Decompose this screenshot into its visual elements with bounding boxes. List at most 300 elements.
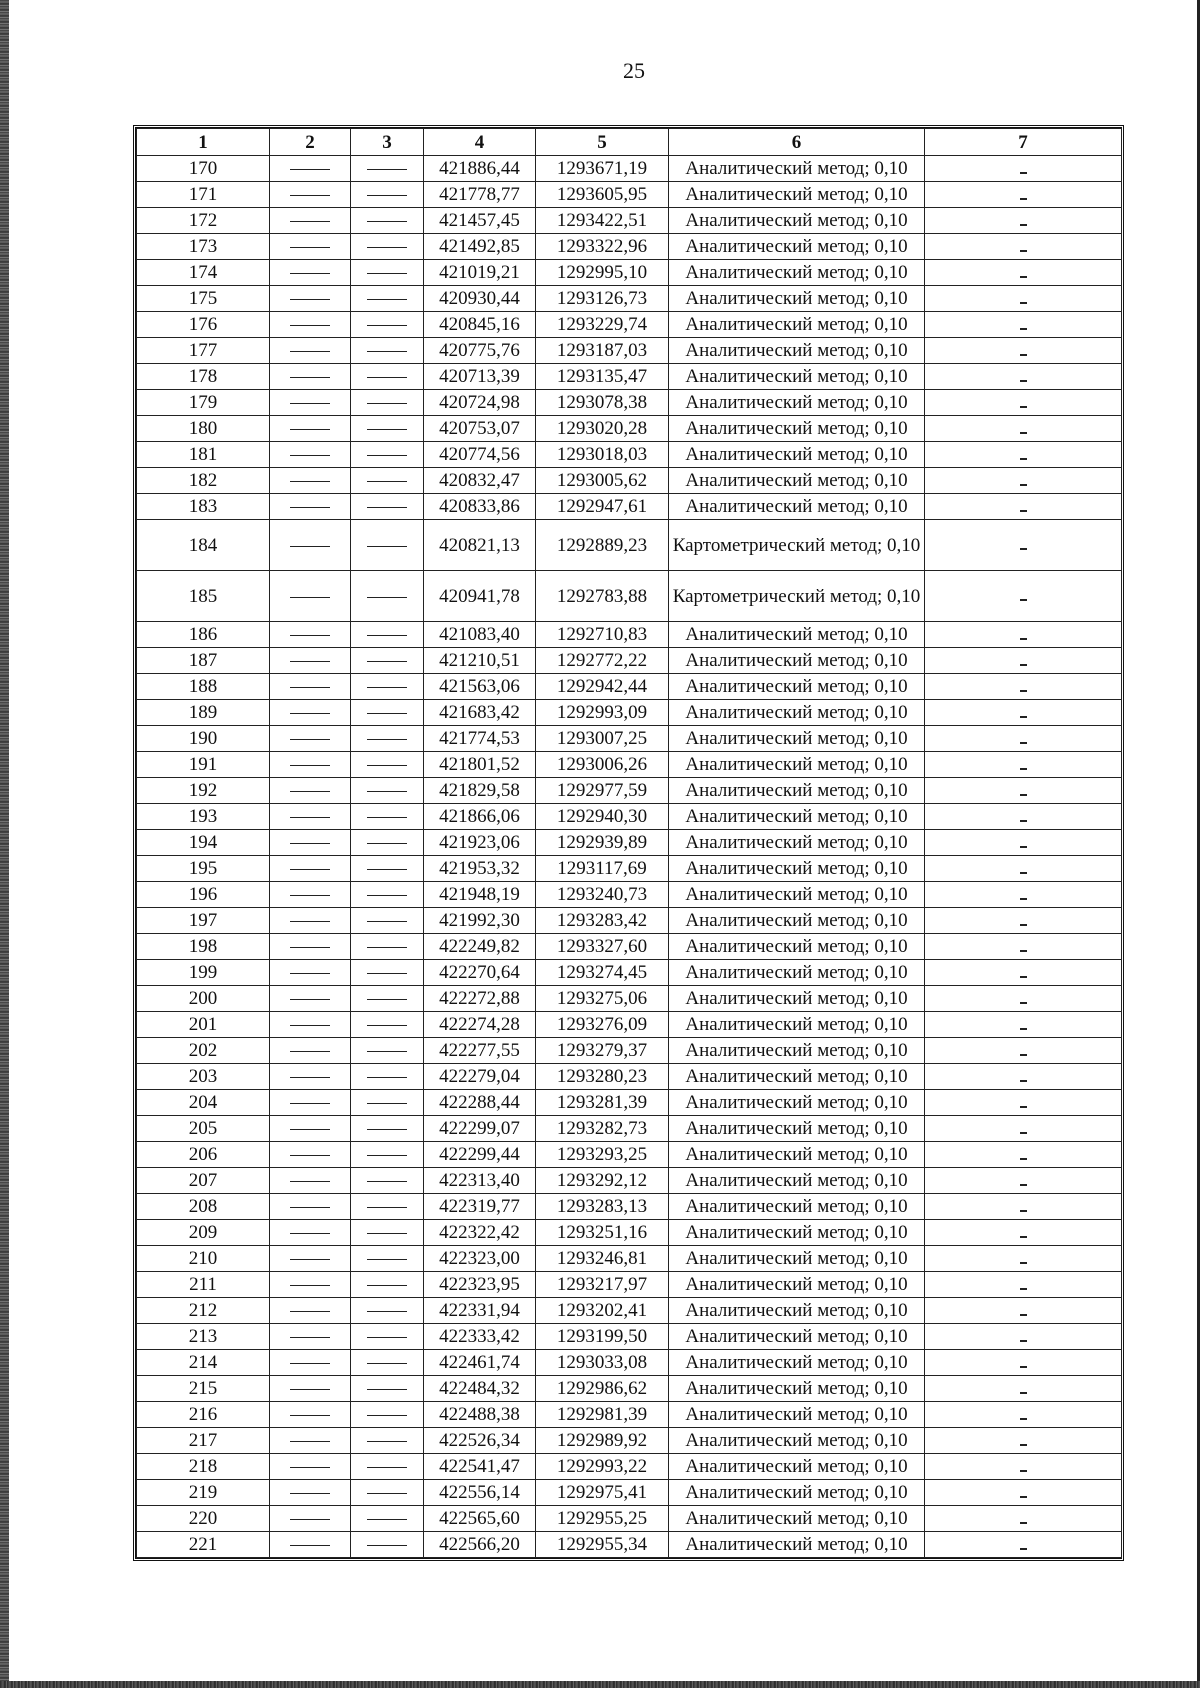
column-7-cell	[925, 1064, 1122, 1090]
x-coordinate-cell: 421801,52	[424, 752, 536, 778]
method-cell: Аналитический метод; 0,10	[669, 1454, 925, 1480]
column-3-dash-cell	[351, 286, 424, 312]
dash-mark	[1020, 1106, 1027, 1108]
dash-mark	[1020, 1470, 1027, 1472]
column-3-dash-cell	[351, 1402, 424, 1428]
method-cell: Аналитический метод; 0,10	[669, 1402, 925, 1428]
em-dash-mark	[290, 687, 330, 688]
em-dash-mark	[290, 999, 330, 1000]
column-7-cell	[925, 1272, 1122, 1298]
em-dash-mark	[367, 999, 407, 1000]
y-coordinate-cell: 1292772,22	[536, 648, 669, 674]
em-dash-mark	[367, 325, 407, 326]
column-3-dash-cell	[351, 674, 424, 700]
point-number-cell: 178	[137, 364, 270, 390]
x-coordinate-cell: 422556,14	[424, 1480, 536, 1506]
y-coordinate-cell: 1292995,10	[536, 260, 669, 286]
column-7-cell	[925, 986, 1122, 1012]
column-7-cell	[925, 1324, 1122, 1350]
column-3-dash-cell	[351, 390, 424, 416]
method-cell: Аналитический метод; 0,10	[669, 338, 925, 364]
dash-mark	[1020, 638, 1027, 640]
point-number-cell: 196	[137, 882, 270, 908]
table-row	[137, 520, 1122, 571]
column-7-cell	[925, 338, 1122, 364]
dash-mark	[1020, 976, 1027, 978]
column-header: 4	[424, 129, 536, 156]
x-coordinate-cell: 422279,04	[424, 1064, 536, 1090]
x-coordinate-cell: 422526,34	[424, 1428, 536, 1454]
dash-mark	[1020, 1288, 1027, 1290]
x-coordinate-cell: 422249,82	[424, 934, 536, 960]
column-3-dash-cell	[351, 1038, 424, 1064]
x-coordinate-cell: 422484,32	[424, 1376, 536, 1402]
column-7-cell	[925, 856, 1122, 882]
dash-mark	[1020, 1210, 1027, 1212]
y-coordinate-cell: 1293217,97	[536, 1272, 669, 1298]
em-dash-mark	[367, 1207, 407, 1208]
table-row	[137, 648, 1122, 674]
method-cell: Аналитический метод; 0,10	[669, 312, 925, 338]
y-coordinate-cell: 1293283,42	[536, 908, 669, 934]
x-coordinate-cell: 421774,53	[424, 726, 536, 752]
table-row	[137, 364, 1122, 390]
scan-edge-left	[0, 0, 9, 1688]
em-dash-mark	[367, 921, 407, 922]
em-dash-mark	[290, 1441, 330, 1442]
column-3-dash-cell	[351, 234, 424, 260]
y-coordinate-cell: 1292955,25	[536, 1506, 669, 1532]
x-coordinate-cell: 422323,00	[424, 1246, 536, 1272]
method-cell: Аналитический метод; 0,10	[669, 908, 925, 934]
table-row	[137, 156, 1122, 182]
em-dash-mark	[367, 1025, 407, 1026]
column-3-dash-cell	[351, 1246, 424, 1272]
table-row	[137, 830, 1122, 856]
y-coordinate-cell: 1293322,96	[536, 234, 669, 260]
dash-mark	[1020, 1418, 1027, 1420]
method-cell: Аналитический метод; 0,10	[669, 468, 925, 494]
em-dash-mark	[290, 1129, 330, 1130]
y-coordinate-cell: 1293033,08	[536, 1350, 669, 1376]
method-cell: Аналитический метод; 0,10	[669, 1194, 925, 1220]
x-coordinate-cell: 422541,47	[424, 1454, 536, 1480]
x-coordinate-cell: 422333,42	[424, 1324, 536, 1350]
table-row	[137, 494, 1122, 520]
y-coordinate-cell: 1292981,39	[536, 1402, 669, 1428]
em-dash-mark	[290, 765, 330, 766]
x-coordinate-cell: 420774,56	[424, 442, 536, 468]
column-2-dash-cell	[270, 934, 351, 960]
dash-mark	[1020, 1158, 1027, 1160]
method-cell: Аналитический метод; 0,10	[669, 1298, 925, 1324]
point-number-cell: 202	[137, 1038, 270, 1064]
method-cell: Аналитический метод; 0,10	[669, 1480, 925, 1506]
y-coordinate-cell: 1293283,13	[536, 1194, 669, 1220]
point-number-cell: 199	[137, 960, 270, 986]
column-7-cell	[925, 494, 1122, 520]
y-coordinate-cell: 1293279,37	[536, 1038, 669, 1064]
y-coordinate-cell: 1293202,41	[536, 1298, 669, 1324]
column-3-dash-cell	[351, 364, 424, 390]
em-dash-mark	[367, 221, 407, 222]
x-coordinate-cell: 420775,76	[424, 338, 536, 364]
y-coordinate-cell: 1293671,19	[536, 156, 669, 182]
method-cell: Аналитический метод; 0,10	[669, 1038, 925, 1064]
dash-mark	[1020, 172, 1027, 174]
dash-mark	[1020, 1054, 1027, 1056]
column-7-cell	[925, 1376, 1122, 1402]
column-2-dash-cell	[270, 1402, 351, 1428]
column-3-dash-cell	[351, 208, 424, 234]
dash-mark	[1020, 458, 1027, 460]
table-row	[137, 986, 1122, 1012]
table-row	[137, 1090, 1122, 1116]
em-dash-mark	[367, 765, 407, 766]
point-number-cell: 179	[137, 390, 270, 416]
table-row	[137, 286, 1122, 312]
em-dash-mark	[290, 739, 330, 740]
column-7-cell	[925, 1454, 1122, 1480]
x-coordinate-cell: 422299,44	[424, 1142, 536, 1168]
y-coordinate-cell: 1293187,03	[536, 338, 669, 364]
point-number-cell: 187	[137, 648, 270, 674]
table-row	[137, 1272, 1122, 1298]
table-row	[137, 778, 1122, 804]
em-dash-mark	[290, 1155, 330, 1156]
table-row	[137, 1376, 1122, 1402]
table-row	[137, 726, 1122, 752]
column-7-cell	[925, 208, 1122, 234]
point-number-cell: 191	[137, 752, 270, 778]
x-coordinate-cell: 420941,78	[424, 571, 536, 622]
em-dash-mark	[367, 817, 407, 818]
dash-mark	[1020, 794, 1027, 796]
em-dash-mark	[367, 377, 407, 378]
y-coordinate-cell: 1293135,47	[536, 364, 669, 390]
column-7-cell	[925, 960, 1122, 986]
em-dash-mark	[290, 635, 330, 636]
column-2-dash-cell	[270, 1532, 351, 1558]
column-3-dash-cell	[351, 520, 424, 571]
table-row	[137, 804, 1122, 830]
y-coordinate-cell: 1293251,16	[536, 1220, 669, 1246]
coordinates-table-frame	[133, 125, 1124, 1561]
em-dash-mark	[290, 1389, 330, 1390]
method-cell: Аналитический метод; 0,10	[669, 260, 925, 286]
em-dash-mark	[290, 351, 330, 352]
em-dash-mark	[290, 1363, 330, 1364]
y-coordinate-cell: 1292889,23	[536, 520, 669, 571]
x-coordinate-cell: 421083,40	[424, 622, 536, 648]
table-header-row	[137, 129, 1122, 156]
table-row	[137, 1298, 1122, 1324]
column-7-cell	[925, 390, 1122, 416]
column-2-dash-cell	[270, 520, 351, 571]
method-cell: Аналитический метод; 0,10	[669, 1116, 925, 1142]
point-number-cell: 221	[137, 1532, 270, 1558]
em-dash-mark	[367, 299, 407, 300]
em-dash-mark	[290, 377, 330, 378]
method-cell: Аналитический метод; 0,10	[669, 1272, 925, 1298]
x-coordinate-cell: 422565,60	[424, 1506, 536, 1532]
em-dash-mark	[367, 1181, 407, 1182]
column-7-cell	[925, 1038, 1122, 1064]
method-cell: Аналитический метод; 0,10	[669, 1090, 925, 1116]
column-2-dash-cell	[270, 726, 351, 752]
point-number-cell: 188	[137, 674, 270, 700]
y-coordinate-cell: 1293240,73	[536, 882, 669, 908]
column-3-dash-cell	[351, 1428, 424, 1454]
table-row	[137, 338, 1122, 364]
column-7-cell	[925, 1090, 1122, 1116]
column-7-cell	[925, 778, 1122, 804]
em-dash-mark	[367, 507, 407, 508]
method-cell: Аналитический метод; 0,10	[669, 390, 925, 416]
em-dash-mark	[367, 1233, 407, 1234]
column-2-dash-cell	[270, 1454, 351, 1480]
point-number-cell: 192	[137, 778, 270, 804]
column-3-dash-cell	[351, 494, 424, 520]
column-7-cell	[925, 286, 1122, 312]
y-coordinate-cell: 1293126,73	[536, 286, 669, 312]
column-3-dash-cell	[351, 622, 424, 648]
em-dash-mark	[290, 1051, 330, 1052]
point-number-cell: 218	[137, 1454, 270, 1480]
em-dash-mark	[367, 429, 407, 430]
column-2-dash-cell	[270, 1272, 351, 1298]
dash-mark	[1020, 548, 1027, 550]
method-cell: Аналитический метод; 0,10	[669, 1532, 925, 1558]
point-number-cell: 195	[137, 856, 270, 882]
column-2-dash-cell	[270, 752, 351, 778]
y-coordinate-cell: 1293005,62	[536, 468, 669, 494]
column-7-cell	[925, 1246, 1122, 1272]
column-3-dash-cell	[351, 1194, 424, 1220]
em-dash-mark	[290, 273, 330, 274]
dash-mark	[1020, 716, 1027, 718]
column-2-dash-cell	[270, 468, 351, 494]
dash-mark	[1020, 406, 1027, 408]
dash-mark	[1020, 1496, 1027, 1498]
x-coordinate-cell: 421019,21	[424, 260, 536, 286]
column-3-dash-cell	[351, 1298, 424, 1324]
x-coordinate-cell: 422331,94	[424, 1298, 536, 1324]
point-number-cell: 172	[137, 208, 270, 234]
column-3-dash-cell	[351, 1532, 424, 1558]
y-coordinate-cell: 1293199,50	[536, 1324, 669, 1350]
point-number-cell: 206	[137, 1142, 270, 1168]
em-dash-mark	[290, 843, 330, 844]
x-coordinate-cell: 421992,30	[424, 908, 536, 934]
column-7-cell	[925, 1532, 1122, 1558]
em-dash-mark	[290, 973, 330, 974]
column-2-dash-cell	[270, 1246, 351, 1272]
dash-mark	[1020, 484, 1027, 486]
column-7-cell	[925, 1402, 1122, 1428]
method-cell: Аналитический метод; 0,10	[669, 1168, 925, 1194]
x-coordinate-cell: 421923,06	[424, 830, 536, 856]
column-7-cell	[925, 571, 1122, 622]
point-number-cell: 189	[137, 700, 270, 726]
dash-mark	[1020, 1392, 1027, 1394]
dash-mark	[1020, 1314, 1027, 1316]
em-dash-mark	[367, 1311, 407, 1312]
table-row	[137, 674, 1122, 700]
x-coordinate-cell: 421948,19	[424, 882, 536, 908]
x-coordinate-cell: 420845,16	[424, 312, 536, 338]
table-row	[137, 234, 1122, 260]
em-dash-mark	[367, 1259, 407, 1260]
em-dash-mark	[367, 947, 407, 948]
column-2-dash-cell	[270, 700, 351, 726]
x-coordinate-cell: 422566,20	[424, 1532, 536, 1558]
table-row	[137, 856, 1122, 882]
y-coordinate-cell: 1292993,22	[536, 1454, 669, 1480]
em-dash-mark	[290, 1545, 330, 1546]
table-row	[137, 1506, 1122, 1532]
table-row	[137, 1324, 1122, 1350]
y-coordinate-cell: 1292940,30	[536, 804, 669, 830]
column-7-cell	[925, 1220, 1122, 1246]
method-cell: Аналитический метод; 0,10	[669, 700, 925, 726]
point-number-cell: 210	[137, 1246, 270, 1272]
method-cell: Аналитический метод; 0,10	[669, 442, 925, 468]
method-cell: Аналитический метод; 0,10	[669, 1506, 925, 1532]
column-3-dash-cell	[351, 1376, 424, 1402]
column-header: 6	[669, 129, 925, 156]
method-cell: Аналитический метод; 0,10	[669, 882, 925, 908]
em-dash-mark	[367, 869, 407, 870]
y-coordinate-cell: 1292989,92	[536, 1428, 669, 1454]
column-2-dash-cell	[270, 182, 351, 208]
column-3-dash-cell	[351, 700, 424, 726]
column-2-dash-cell	[270, 1090, 351, 1116]
method-cell: Аналитический метод; 0,10	[669, 208, 925, 234]
x-coordinate-cell: 422272,88	[424, 986, 536, 1012]
column-3-dash-cell	[351, 571, 424, 622]
em-dash-mark	[367, 1155, 407, 1156]
method-cell: Аналитический метод; 0,10	[669, 182, 925, 208]
table-row	[137, 960, 1122, 986]
em-dash-mark	[290, 895, 330, 896]
table-row	[137, 1038, 1122, 1064]
table-row	[137, 882, 1122, 908]
x-coordinate-cell: 422270,64	[424, 960, 536, 986]
column-2-dash-cell	[270, 908, 351, 934]
table-row	[137, 1402, 1122, 1428]
column-3-dash-cell	[351, 1454, 424, 1480]
page-number: 25	[623, 58, 645, 83]
y-coordinate-cell: 1293280,23	[536, 1064, 669, 1090]
y-coordinate-cell: 1293006,26	[536, 752, 669, 778]
column-3-dash-cell	[351, 1090, 424, 1116]
em-dash-mark	[290, 817, 330, 818]
point-number-cell: 205	[137, 1116, 270, 1142]
column-2-dash-cell	[270, 390, 351, 416]
table-row	[137, 1142, 1122, 1168]
dash-mark	[1020, 1080, 1027, 1082]
column-7-cell	[925, 1194, 1122, 1220]
em-dash-mark	[367, 661, 407, 662]
column-7-cell	[925, 312, 1122, 338]
point-number-cell: 175	[137, 286, 270, 312]
dash-mark	[1020, 742, 1027, 744]
column-3-dash-cell	[351, 1168, 424, 1194]
column-3-dash-cell	[351, 1116, 424, 1142]
column-7-cell	[925, 1428, 1122, 1454]
point-number-cell: 185	[137, 571, 270, 622]
column-7-cell	[925, 674, 1122, 700]
y-coordinate-cell: 1293292,12	[536, 1168, 669, 1194]
method-cell: Аналитический метод; 0,10	[669, 156, 925, 182]
method-cell: Аналитический метод; 0,10	[669, 1428, 925, 1454]
em-dash-mark	[367, 351, 407, 352]
column-2-dash-cell	[270, 856, 351, 882]
point-number-cell: 211	[137, 1272, 270, 1298]
method-cell: Аналитический метод; 0,10	[669, 1324, 925, 1350]
column-2-dash-cell	[270, 674, 351, 700]
method-cell: Аналитический метод; 0,10	[669, 364, 925, 390]
column-3-dash-cell	[351, 416, 424, 442]
table-row	[137, 208, 1122, 234]
table-row	[137, 1454, 1122, 1480]
em-dash-mark	[367, 1103, 407, 1104]
column-3-dash-cell	[351, 934, 424, 960]
method-cell: Аналитический метод; 0,10	[669, 674, 925, 700]
column-2-dash-cell	[270, 338, 351, 364]
x-coordinate-cell: 421829,58	[424, 778, 536, 804]
x-coordinate-cell: 422461,74	[424, 1350, 536, 1376]
em-dash-mark	[367, 1337, 407, 1338]
column-2-dash-cell	[270, 494, 351, 520]
column-7-cell	[925, 182, 1122, 208]
em-dash-mark	[367, 1441, 407, 1442]
em-dash-mark	[290, 1311, 330, 1312]
x-coordinate-cell: 422299,07	[424, 1116, 536, 1142]
column-2-dash-cell	[270, 1012, 351, 1038]
column-2-dash-cell	[270, 286, 351, 312]
column-3-dash-cell	[351, 260, 424, 286]
point-number-cell: 212	[137, 1298, 270, 1324]
column-7-cell	[925, 1298, 1122, 1324]
em-dash-mark	[290, 1337, 330, 1338]
point-number-cell: 183	[137, 494, 270, 520]
method-cell: Аналитический метод; 0,10	[669, 286, 925, 312]
point-number-cell: 214	[137, 1350, 270, 1376]
column-2-dash-cell	[270, 778, 351, 804]
em-dash-mark	[290, 791, 330, 792]
method-cell: Аналитический метод; 0,10	[669, 1350, 925, 1376]
column-2-dash-cell	[270, 1142, 351, 1168]
em-dash-mark	[367, 546, 407, 547]
point-number-cell: 204	[137, 1090, 270, 1116]
column-7-cell	[925, 1142, 1122, 1168]
column-2-dash-cell	[270, 1168, 351, 1194]
em-dash-mark	[290, 1519, 330, 1520]
column-2-dash-cell	[270, 1428, 351, 1454]
column-3-dash-cell	[351, 1142, 424, 1168]
em-dash-mark	[367, 739, 407, 740]
column-7-cell	[925, 752, 1122, 778]
point-number-cell: 197	[137, 908, 270, 934]
x-coordinate-cell: 421683,42	[424, 700, 536, 726]
em-dash-mark	[367, 455, 407, 456]
point-number-cell: 176	[137, 312, 270, 338]
method-cell: Картометрический метод; 0,10	[669, 571, 925, 622]
column-7-cell	[925, 1116, 1122, 1142]
em-dash-mark	[290, 325, 330, 326]
